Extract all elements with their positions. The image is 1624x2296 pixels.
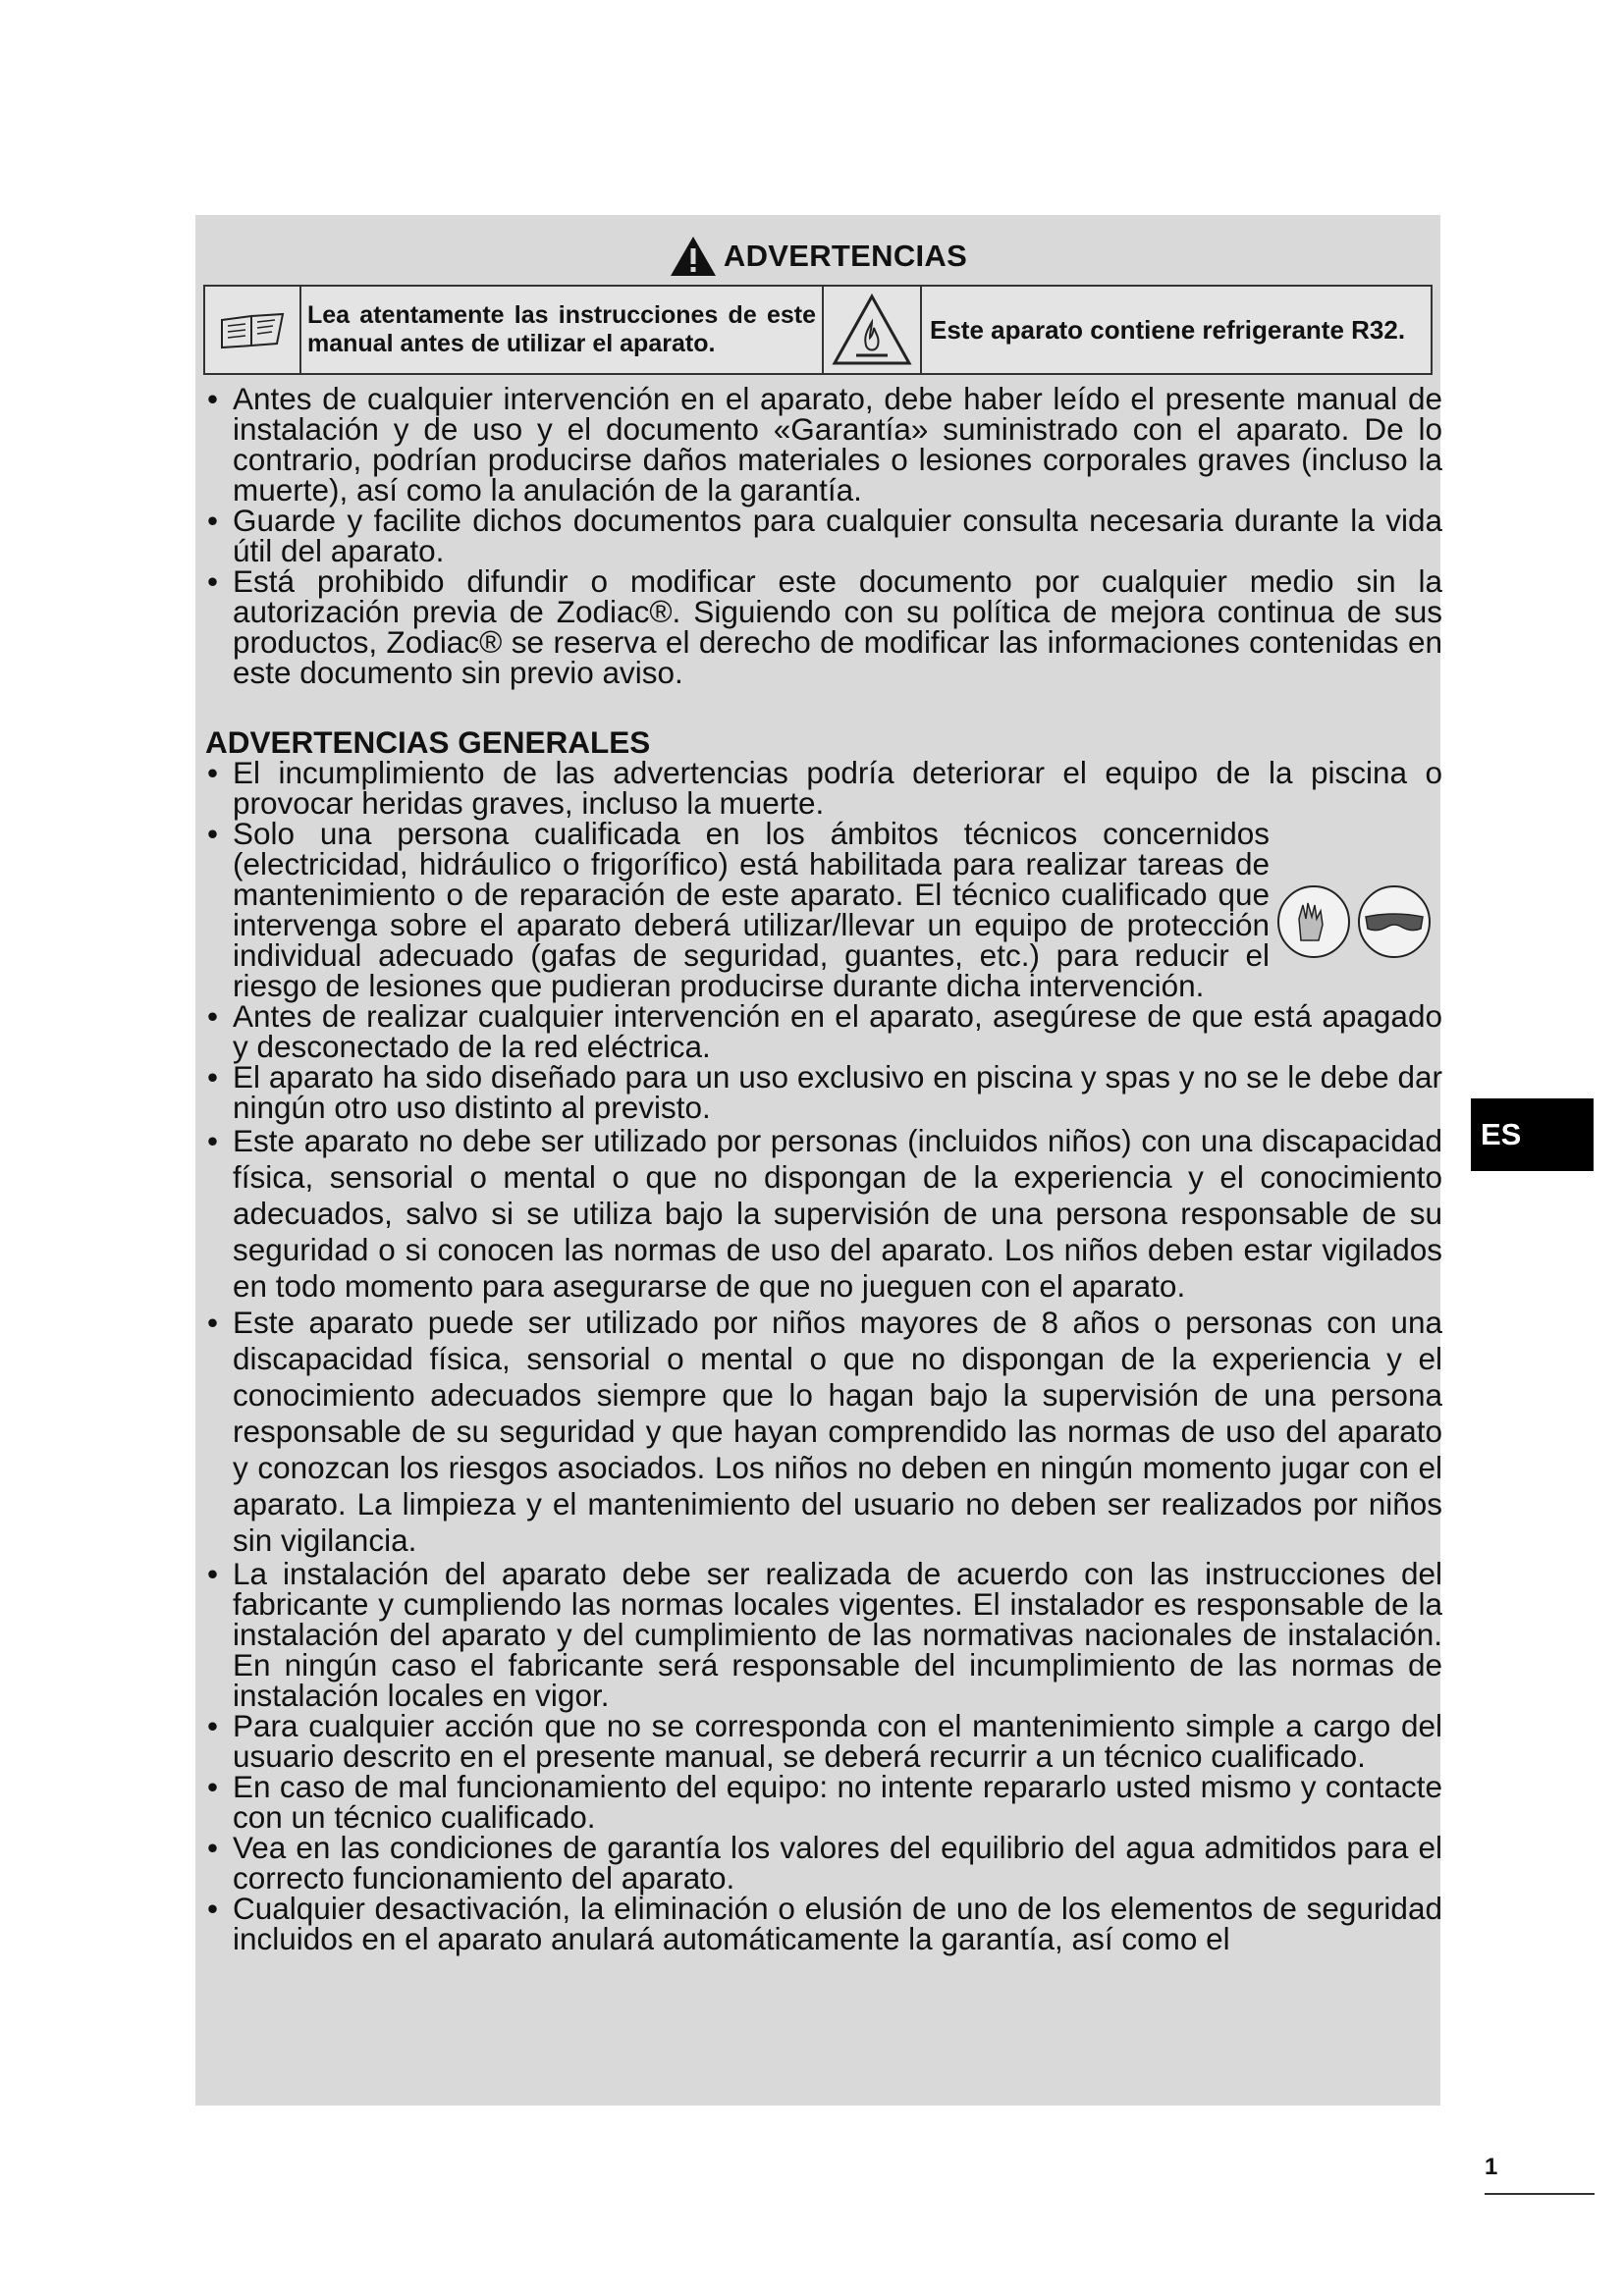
list-item: • Vea en las condiciones de garantía los valores del equilibrio del agua admitidos para el correcto funcionamiento del aparato. [205,1833,1442,1894]
warnings-panel [195,215,1440,2106]
page-title: ADVERTENCIAS [723,239,968,273]
intro-list [205,381,1442,690]
list-item: • Cualquier desactivación, la eliminación o elusión de uno de los elementos de seguridad incluidos en el aparato anulará automáticamente la garantía, así como el [205,1894,1442,1954]
list-item: • Antes de realizar cualquier intervención en el aparato, asegúrese de que está apagado y desconectado de la red eléctrica. [205,1001,1442,1062]
language-tab: ES [1471,1098,1594,1171]
general-warnings-list [205,755,1442,1956]
warning-triangle-icon [669,235,718,278]
page-number-rule [1485,2193,1595,2195]
notice-flammable-cell [824,287,922,373]
refrigerant-notice: Este aparato contiene refrigerante R32. [930,314,1406,345]
list-item: • Este aparato no debe ser utilizado por personas (incluidos niños) con una discapacidad física, sensorial o mental o que no dispongan de la experiencia y el conocimiento adecuados, salvo si se utiliza bajo la supervisión de una persona responsable de su seguridad o si conocen las normas de uso del aparato. Los niños deben estar vigilados en todo momento para asegurarse de que no jueguen con el aparato. [205,1123,1442,1305]
list-item [205,816,1442,1003]
safety-glasses-icon [1356,883,1433,965]
list-item: • Guarde y facilite dichos documentos para cualquier consulta necesaria durante la vida útil del aparato. [205,506,1442,566]
warnings-content [205,381,1442,1956]
list-item: • Este aparato puede ser utilizado por niños mayores de 8 años o personas con una discapacidad física, sensorial o mental o que no dispongan de la experiencia y el conocimiento adecuados siempre que lo hagan bajo la supervisión de una persona responsable de su seguridad y que hayan comprendido las normas de uso del aparato y conozcan los riesgos asociados. Los niños no deben en ningún momento jugar con el aparato. La limpieza y el mantenimiento del usuario no deben ser realizados por niños sin vigilancia. [205,1305,1442,1559]
list-item: • El aparato ha sido diseñado para un uso exclusivo en piscina y spas y no se le debe dar ningún otro uso distinto al previsto. [205,1062,1442,1123]
list-item: • Antes de cualquier intervención en el aparato, debe haber leído el presente manual de instalación y de uso y el documento «Garantía» suministrado con el aparato. De lo contrario, podrían producirse daños materiales o lesiones corporales graves (incluso la muerte), así como la anulación de la garantía. [205,384,1442,506]
list-item: • La instalación del aparato debe ser realizada de acuerdo con las instrucciones del fabricante y cumpliendo las normas locales vigentes. El instalador es responsable de la instalación del aparato y del cumplimiento de las normativas nacionales de instalación. En ningún caso el fabricante será responsable del incumplimiento de las normas de instalación locales en vigor. [205,1559,1442,1711]
ppe-icons [1275,883,1433,965]
flammable-warning-icon [831,293,913,367]
notice-table [203,285,1433,375]
gloves-icon [1275,883,1352,965]
read-manual-notice: Lea atentamente las instrucciones de este manual antes de utilizar el aparato. [301,287,824,373]
ppe-warning-text: • Solo una persona cualificada en los ámbitos técnicos concernidos (electricidad, hidráulico o frigorífico) está habilitada para realizar tareas de mantenimiento o de reparación de este aparato. El técnico cualificado que intervenga sobre el aparato deberá utilizar/llevar un equipo de protección individual adecuado (gafas de seguridad, guantes, etc.) para reducir el riesgo de lesiones que pudieran producirse durante dicha intervención. [233,816,1270,1003]
section-header [195,227,1440,286]
notice-book-cell [205,287,301,373]
open-book-icon [216,308,289,351]
list-item: • En caso de mal funcionamiento del equipo: no intente repararlo usted mismo y contacte con un técnico cualificado. [205,1772,1442,1833]
list-item: • El incumplimiento de las advertencias podría deteriorar el equipo de la piscina o provocar heridas graves, incluso la muerte. [205,758,1442,819]
section-title: ADVERTENCIAS GENERALES [205,724,651,760]
list-item: • Está prohibido difundir o modificar este documento por cualquier medio sin la autorización previa de Zodiac®. Siguiendo con su política de mejora continua de sus productos, Zodiac® se reserva el derecho de modificar las informaciones contenidas en este documento sin previo aviso. [205,566,1442,688]
page-number: 1 [1485,2154,1498,2180]
list-item: • Para cualquier acción que no se corresponda con el mantenimiento simple a cargo del usuario descrito en el presente manual, se deberá recurrir a un técnico cualificado. [205,1711,1442,1772]
